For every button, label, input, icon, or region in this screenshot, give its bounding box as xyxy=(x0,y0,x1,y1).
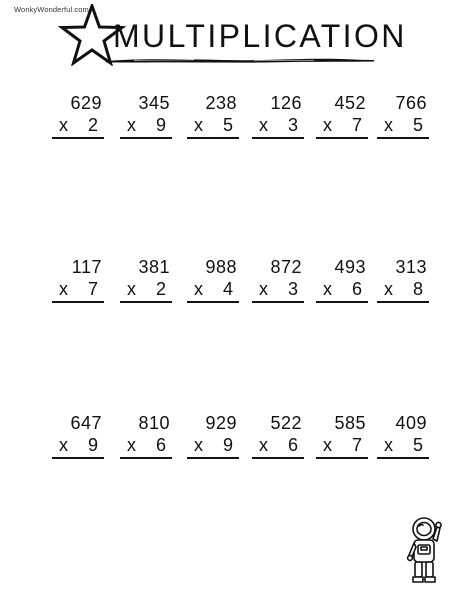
multiplication-problem xyxy=(187,257,239,317)
multiplier: 7 xyxy=(351,435,362,455)
multiplicand: 810 xyxy=(138,413,170,433)
multiplicand: 647 xyxy=(70,413,102,433)
multiplicand: 522 xyxy=(270,413,302,433)
times-sign: x xyxy=(59,115,68,135)
times-sign: x xyxy=(384,279,393,299)
multiplicand: 238 xyxy=(205,93,237,113)
multiplication-problem xyxy=(187,93,239,153)
multiplicand: 872 xyxy=(270,257,302,277)
multiplier-line xyxy=(187,435,239,459)
multiplication-problem xyxy=(377,257,429,317)
multiplier-line xyxy=(52,279,104,303)
multiplier-line xyxy=(120,435,172,459)
times-sign: x xyxy=(259,115,268,135)
multiplier: 3 xyxy=(287,115,298,135)
times-sign: x xyxy=(59,279,68,299)
times-sign: x xyxy=(323,279,332,299)
multiplier: 2 xyxy=(87,115,98,135)
multiplier: 6 xyxy=(155,435,166,455)
times-sign: x xyxy=(323,115,332,135)
multiplier: 6 xyxy=(287,435,298,455)
multiplier: 2 xyxy=(155,279,166,299)
site-watermark: WonkyWonderful.com xyxy=(14,5,89,14)
multiplication-problem xyxy=(252,93,304,153)
multiplication-problem xyxy=(377,413,429,473)
multiplication-problem xyxy=(52,413,104,473)
multiplication-problem xyxy=(52,93,104,153)
multiplier: 9 xyxy=(87,435,98,455)
brush-stroke-underline xyxy=(104,55,376,65)
multiplier: 7 xyxy=(87,279,98,299)
multiplicand: 766 xyxy=(395,93,427,113)
astronaut-icon xyxy=(404,515,444,587)
multiplication-problem xyxy=(316,257,368,317)
multiplicand: 585 xyxy=(334,413,366,433)
multiplication-problem xyxy=(52,257,104,317)
times-sign: x xyxy=(194,115,203,135)
multiplication-problem xyxy=(120,93,172,153)
multiplier-line xyxy=(52,115,104,139)
multiplicand: 493 xyxy=(334,257,366,277)
problem-row xyxy=(0,257,474,317)
multiplicand: 452 xyxy=(334,93,366,113)
multiplication-problem xyxy=(120,413,172,473)
multiplier: 8 xyxy=(412,279,423,299)
times-sign: x xyxy=(127,435,136,455)
times-sign: x xyxy=(194,435,203,455)
times-sign: x xyxy=(127,279,136,299)
multiplicand: 929 xyxy=(205,413,237,433)
multiplier-line xyxy=(377,279,429,303)
times-sign: x xyxy=(194,279,203,299)
multiplier: 3 xyxy=(287,279,298,299)
multiplier: 5 xyxy=(222,115,233,135)
multiplicand: 629 xyxy=(70,93,102,113)
multiplier-line xyxy=(316,435,368,459)
multiplication-problem xyxy=(120,257,172,317)
multiplier-line xyxy=(187,115,239,139)
multiplier-line xyxy=(120,115,172,139)
times-sign: x xyxy=(259,435,268,455)
page-title: MULTIPLICATION xyxy=(113,18,407,54)
multiplier-line xyxy=(316,279,368,303)
multiplier: 7 xyxy=(351,115,362,135)
multiplicand: 409 xyxy=(395,413,427,433)
multiplier: 9 xyxy=(155,115,166,135)
multiplier-line xyxy=(120,279,172,303)
multiplier-line xyxy=(252,115,304,139)
multiplication-problem xyxy=(377,93,429,153)
multiplier-line xyxy=(252,279,304,303)
multiplier: 6 xyxy=(351,279,362,299)
multiplier-line xyxy=(316,115,368,139)
multiplier-line xyxy=(187,279,239,303)
multiplier-line xyxy=(377,115,429,139)
multiplier-line xyxy=(52,435,104,459)
times-sign: x xyxy=(384,435,393,455)
problem-row xyxy=(0,413,474,473)
multiplier-line xyxy=(252,435,304,459)
times-sign: x xyxy=(59,435,68,455)
problem-row xyxy=(0,93,474,153)
multiplication-problem xyxy=(316,413,368,473)
multiplicand: 313 xyxy=(395,257,427,277)
multiplication-problem xyxy=(316,93,368,153)
multiplication-problem xyxy=(252,257,304,317)
times-sign: x xyxy=(127,115,136,135)
multiplier: 4 xyxy=(222,279,233,299)
times-sign: x xyxy=(384,115,393,135)
multiplicand: 988 xyxy=(205,257,237,277)
multiplier: 5 xyxy=(412,435,423,455)
multiplicand: 381 xyxy=(138,257,170,277)
multiplicand: 126 xyxy=(270,93,302,113)
multiplication-problem xyxy=(252,413,304,473)
multiplier-line xyxy=(377,435,429,459)
times-sign: x xyxy=(323,435,332,455)
multiplication-problem xyxy=(187,413,239,473)
multiplier: 5 xyxy=(412,115,423,135)
multiplicand: 117 xyxy=(71,257,102,277)
times-sign: x xyxy=(259,279,268,299)
multiplicand: 345 xyxy=(138,93,170,113)
multiplier: 9 xyxy=(222,435,233,455)
